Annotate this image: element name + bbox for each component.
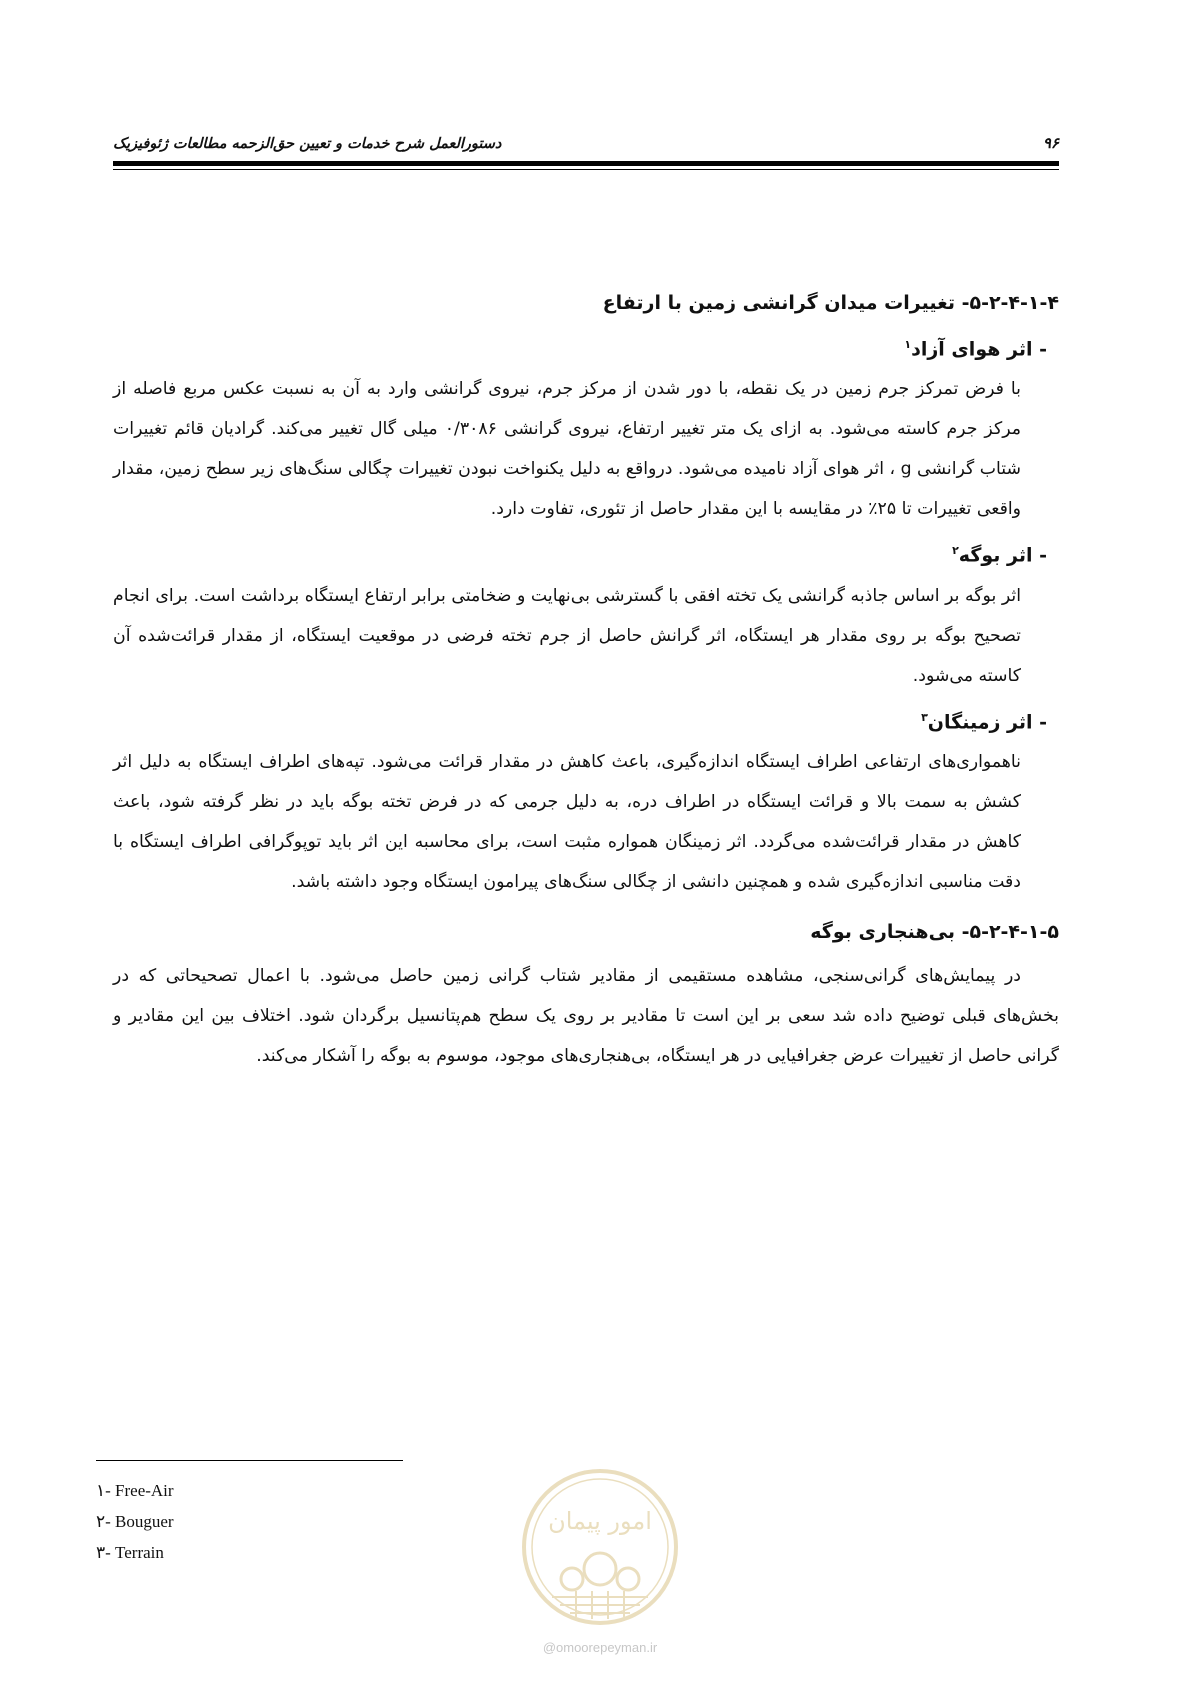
- footnote-1: ۱- Free-Air: [96, 1481, 174, 1500]
- footnote-3: ۳- Terrain: [96, 1543, 164, 1562]
- section-heading-gravity-elevation: ۵-۲-۴-۱-۴- تغییرات میدان گرانشی زمین با ارتفاع: [602, 292, 1059, 314]
- subheading-terrain: [113, 698, 1047, 742]
- main-content: [113, 283, 1059, 1076]
- header-rule: [113, 161, 1059, 166]
- watermark-logo: [520, 1467, 680, 1627]
- paragraph-bouguer-anomaly: در پیمایش‌های گرانی‌سنجی، مشاهده مستقیمی از مقادیر شتاب گرانی زمین حاصل می‌شود. با اعمال تصحیحاتی که در بخش‌های قبلی توضیح داده شد سعی بر این است تا مقادیر بر روی یک سطح هم‌پتانسیل برگردان شود. اختلاف بین این مقادیر و گرانی حاصل از تغییرات عرض جغرافیایی در هر ایستگاه، بی‌هنجاری‌های موجود، موسوم به بوگه را آشکار می‌کند.: [113, 965, 1059, 1066]
- running-title: دستورالعمل شرح خدمات و تعیین حق‌الزحمه مطالعات ژئوفیزیک: [113, 136, 502, 152]
- subheading-bouguer-label: - اثر بوگه: [958, 544, 1047, 567]
- footnotes: [96, 1475, 396, 1568]
- subheading-bouguer: [113, 531, 1047, 575]
- subheading-free-air-label: - اثر هوای آزاد: [911, 338, 1047, 361]
- header-rule-thin: [113, 169, 1059, 170]
- paragraph-bouguer: اثر بوگه بر اساس جاذبه گرانشی یک تخته افقی با گسترشی بی‌نهایت و ضخامتی برابر ارتفاع ایستگاه برداشت است. برای انجام تصحیح بوگه بر روی مقدار هر ایستگاه، اثر گرانش حاصل از جرم تخته فرضی در موقعیت ایستگاه، از مقدار قرائت‌شده آن کاسته می‌شود.: [113, 585, 1021, 686]
- watermark-logo-text: امور پیمان: [548, 1507, 652, 1535]
- footnote-divider: [96, 1460, 403, 1461]
- subheading-terrain-label: - اثر زمینگان: [927, 710, 1047, 733]
- footnote-ref-2: ۲: [952, 544, 959, 558]
- footnote-ref-3: ۳: [921, 710, 928, 724]
- footnote-ref-1: ۱: [904, 338, 912, 351]
- paragraph-terrain: ناهمواری‌های ارتفاعی اطراف ایستگاه اندازه‌گیری، باعث کاهش در مقدار قرائت می‌شود. تپه‌های اطراف ایستگاه به دلیل اثر کشش به سمت بالا و قرائت ایستگاه در اطراف دره، به دلیل جرمی که در فرض تخته بوگه باید در نظر گرفته شود، باعث کاهش در مقدار قرائت‌شده می‌گردد. اثر زمینگان همواره مثبت است، برای محاسبه این اثر باید توپوگرافی اطراف ایستگاه با دقت مناسبی اندازه‌گیری شده و همچنین دانشی از چگالی سنگ‌های پیرامون ایستگاه وجود داشته باشد.: [113, 751, 1021, 892]
- watermark-site: @omoorepeyman.ir: [542, 1640, 658, 1655]
- subheading-free-air: [113, 325, 1047, 369]
- section-heading-bouguer-anomaly: ۵-۲-۴-۱-۵- بی‌هنجاری بوگه: [810, 920, 1059, 943]
- paragraph-free-air: با فرض تمرکز جرم زمین در یک نقطه، با دور شدن از مرکز جرم، نیروی گرانشی وارد به آن به نسبت عکس مربع فاصله از مرکز جرم کاسته می‌شود. به ازای یک متر تغییر ارتفاع، نیروی گرانشی ۰/۳۰۸۶ میلی گال تغییر می‌کند. گرادیان قائم تغییرات شتاب گرانشی g ، اثر هوای آزاد نامیده می‌شود. درواقع به دلیل یکنواخت نبودن تغییرات چگالی سنگ‌های زیر سطح زمین، مقدار واقعی تغییرات تا ۲۵٪ در مقایسه با این مقدار حاصل از تئوری، تفاوت دارد.: [113, 379, 1021, 520]
- footnote-2: ۲- Bouguer: [96, 1512, 174, 1531]
- page-number: ۹۶: [1042, 134, 1059, 152]
- page-header: [113, 128, 1059, 158]
